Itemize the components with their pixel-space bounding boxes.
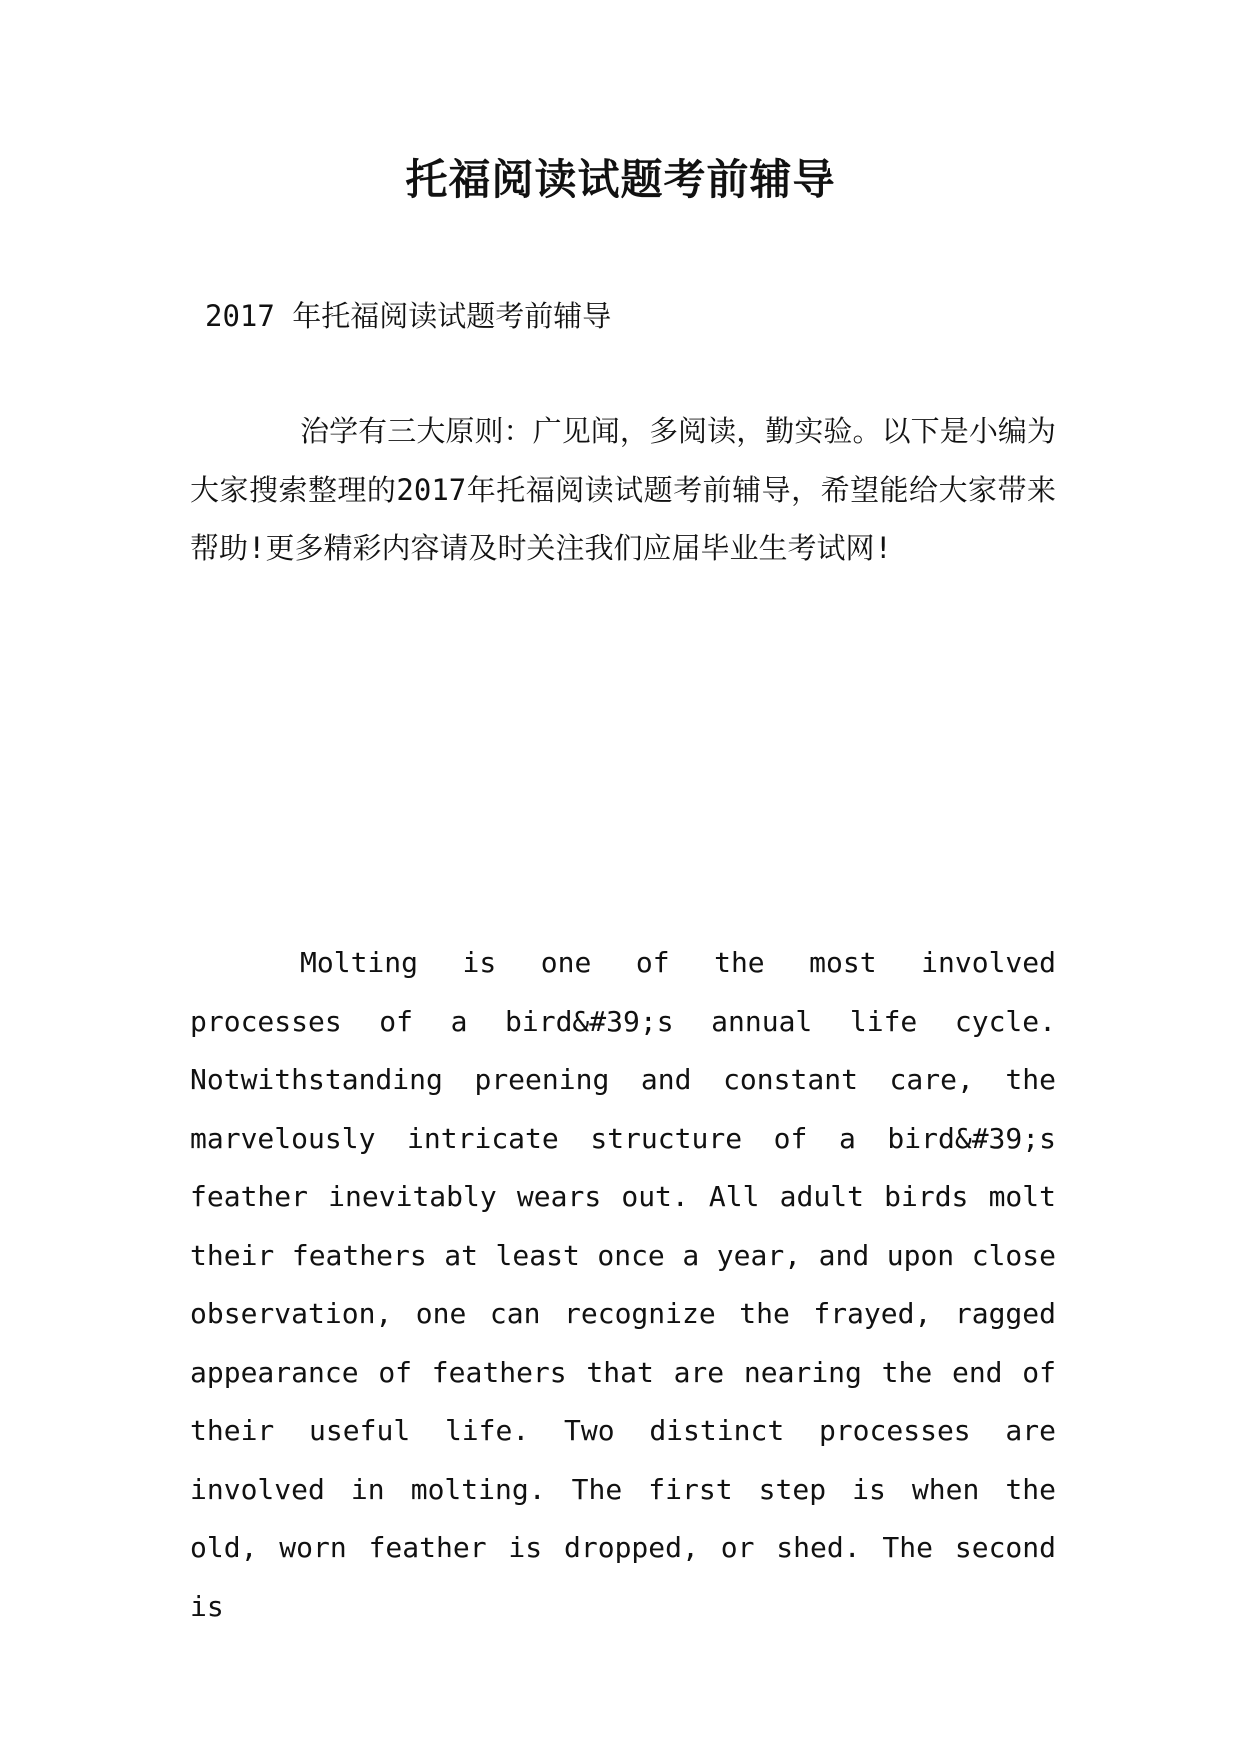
document-subtitle: 2017 年托福阅读试题考前辅导 (205, 299, 612, 333)
intro-paragraph: 治学有三大原则：广见闻，多阅读，勤实验。以下是小编为大家搜索整理的2017年托福阅读试题考前辅导，希望能给大家带来帮助!更多精彩内容请及时关注我们应届毕业生考试网! (190, 414, 1056, 565)
document-title: 托福阅读试题考前辅导 (405, 155, 836, 204)
body-paragraph: Molting is one of the most involved processes of a bird&#39;s annual life cycle. Notwithstanding preening and constant care, the marvelously intricate structure of a bird&#39;s feather inevitably wears out. All adult birds molt their feathers at least once a year, and upon close observation, one can recognize the frayed, ragged appearance of feathers that are nearing the end of their useful life. Two distinct processes are involved in molting. The first step is when the old, worn feather is dropped, or shed. The second is (190, 946, 1056, 1623)
